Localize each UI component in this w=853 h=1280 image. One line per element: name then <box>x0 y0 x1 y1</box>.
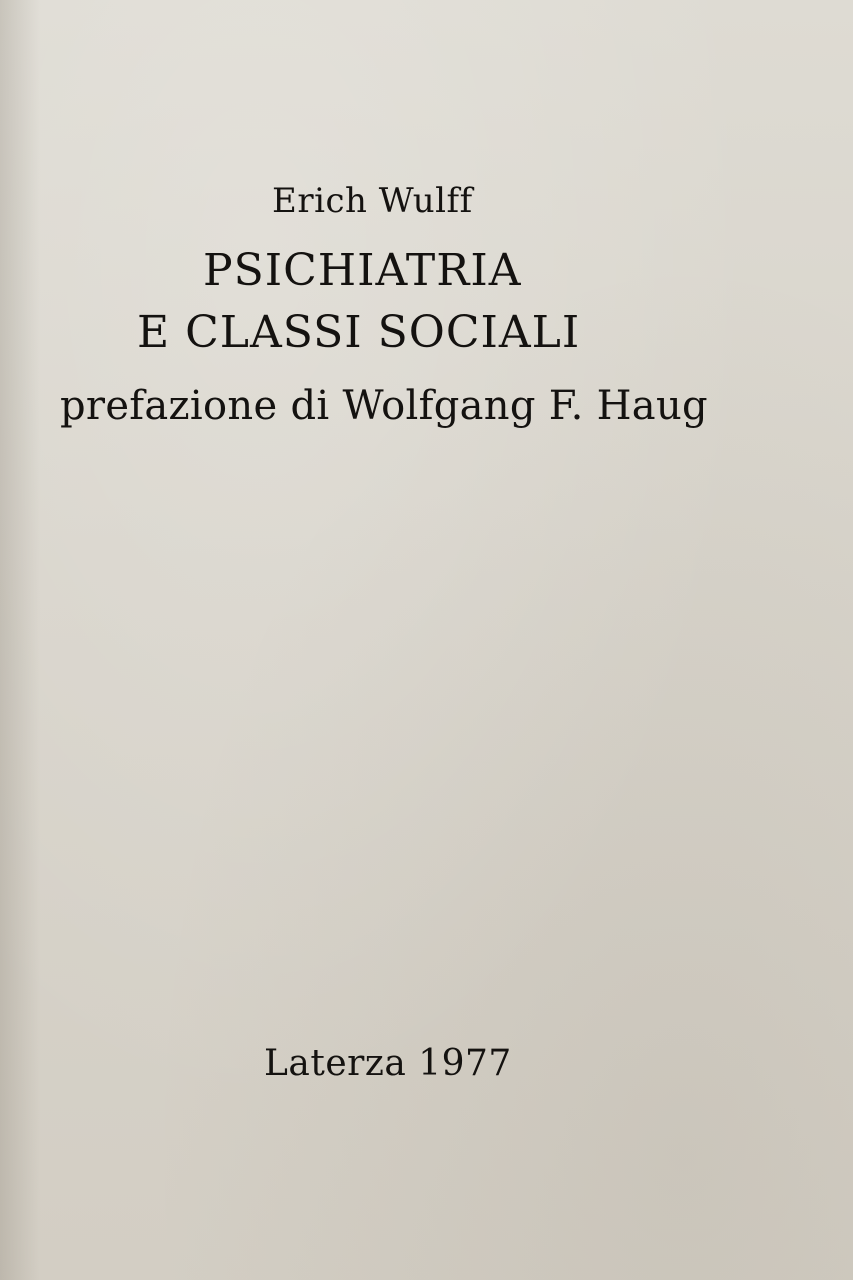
page-edge-shadow <box>0 0 40 1280</box>
book-title-line-1: PSICHIATRIA <box>203 245 522 296</box>
preface-credit: prefazione di Wolfgang F. Haug <box>60 383 708 429</box>
author-name: Erich Wulff <box>272 181 473 221</box>
publisher-imprint: Laterza 1977 <box>264 1043 512 1084</box>
book-title-line-2: E CLASSI SOCIALI <box>137 307 581 358</box>
